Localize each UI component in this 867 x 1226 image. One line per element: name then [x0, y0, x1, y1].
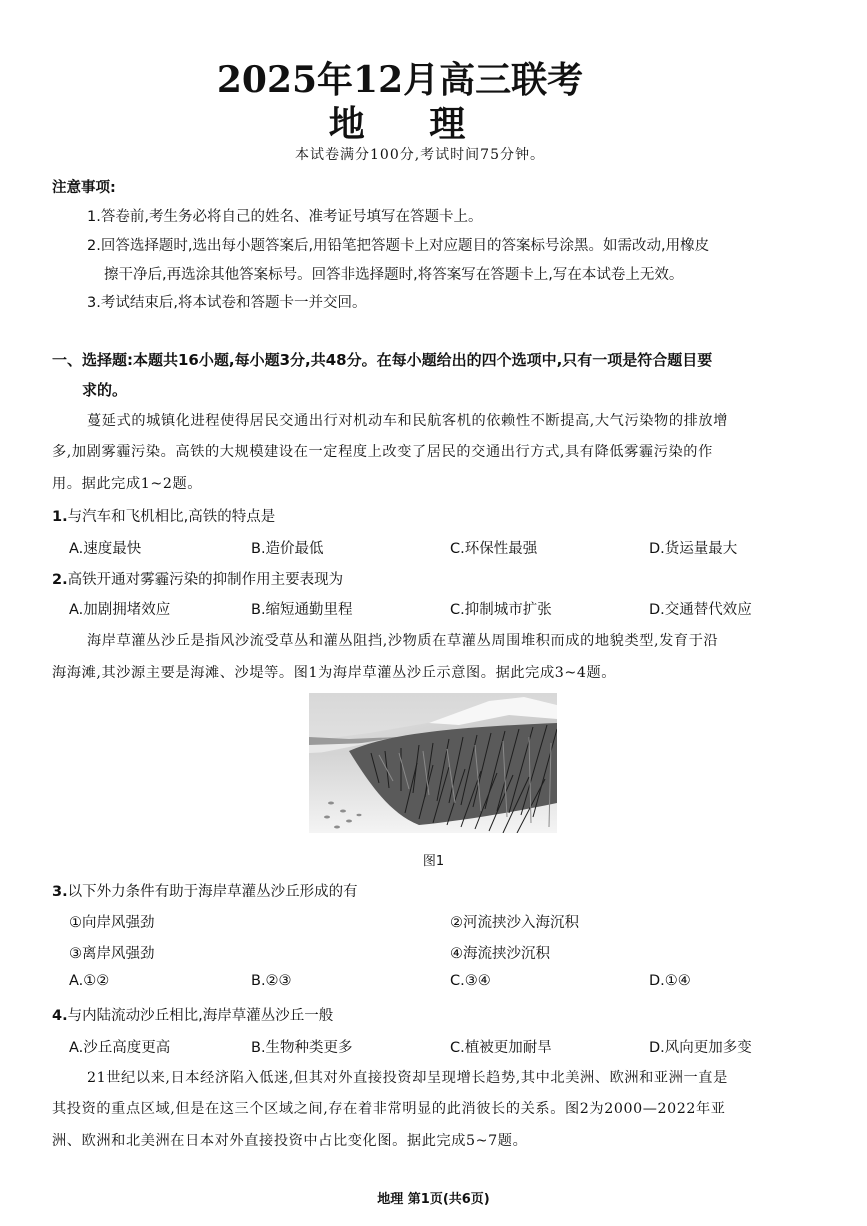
- subject-title: 地 理: [328, 103, 492, 145]
- notice-label: 注意事项:: [52, 180, 116, 196]
- q2-option-a: A.加剧拥堵效应: [69, 602, 171, 618]
- exam-title: 2025年12月高三联考: [216, 59, 584, 101]
- notice-item-3: 3.考试结束后,将本试卷和答题卡一并交回。: [87, 295, 367, 311]
- passage2-line-1: 海岸草灌丛沙丘是指风沙流受草丛和灌丛阻挡,沙物质在草灌丛周围堆积而成的地貌类型,发育于沿: [87, 633, 719, 649]
- question-3-number: 3.: [52, 884, 68, 900]
- q2-option-c: C.抑制城市扩张: [450, 602, 552, 618]
- question-1-number: 1.: [52, 509, 68, 525]
- q1-option-c: C.环保性最强: [450, 541, 538, 557]
- question-4-stem: 与内陆流动沙丘相比,海岸草灌丛沙丘一般: [67, 1008, 334, 1024]
- q3-option-a: A.①②: [69, 973, 110, 989]
- coastal-dune-photo: [309, 693, 557, 833]
- q3-condition-3: ③离岸风强劲: [69, 946, 155, 962]
- question-2: [52, 568, 343, 589]
- notice-item-2: 2.回答选择题时,选出每小题答案后,用铅笔把答题卡上对应题目的答案标号涂黑。如需改动,用橡皮: [87, 238, 710, 254]
- q2-option-d: D.交通替代效应: [649, 602, 752, 618]
- passage3-line-1: 21世纪以来,日本经济陷入低迷,但其对外直接投资却呈现增长趋势,其中北美洲、欧洲和亚洲一直是: [87, 1070, 728, 1086]
- part1-title-cont: 求的。: [82, 381, 128, 399]
- passage1-line-1: 蔓延式的城镇化进程使得居民交通出行对机动车和民航客机的依赖性不断提高,大气污染物的排放增: [87, 413, 728, 429]
- question-4: [52, 1004, 333, 1025]
- passage3-line-3: 洲、欧洲和北美洲在日本对外直接投资中占比变化图。据此完成5~7题。: [52, 1133, 528, 1149]
- question-4-number: 4.: [52, 1008, 68, 1024]
- q4-option-d: D.风向更加多变: [649, 1040, 752, 1056]
- part1-title: 一、选择题:本题共16小题,每小题3分,共48分。在每小题给出的四个选项中,只有一项是符合题目要: [52, 351, 713, 369]
- question-1-stem: 与汽车和飞机相比,高铁的特点是: [67, 509, 276, 525]
- exam-info: 本试卷满分100分,考试时间75分钟。: [295, 147, 545, 163]
- q3-condition-2: ②河流挟沙入海沉积: [450, 915, 579, 931]
- passage1-line-3: 用。据此完成1~2题。: [52, 476, 203, 492]
- q3-condition-4: ④海流挟沙沉积: [450, 946, 550, 962]
- passage1-line-2: 多,加剧雾霾污染。高铁的大规模建设在一定程度上改变了居民的交通出行方式,具有降低雾霾污染的作: [52, 444, 713, 460]
- notice-item-1: 1.答卷前,考生务必将自己的姓名、准考证号填写在答题卡上。: [87, 209, 483, 225]
- q1-option-d: D.货运量最大: [649, 541, 738, 557]
- q1-option-b: B.造价最低: [251, 541, 324, 557]
- q4-option-b: B.生物种类更多: [251, 1040, 353, 1056]
- question-2-number: 2.: [52, 572, 68, 588]
- q3-condition-1: ①向岸风强劲: [69, 915, 155, 931]
- q2-option-b: B.缩短通勤里程: [251, 602, 353, 618]
- question-1: [52, 505, 275, 526]
- figure-1-caption: 图1: [422, 854, 445, 869]
- coastal-dune-illustration: [309, 693, 557, 833]
- q3-option-c: C.③④: [450, 973, 491, 989]
- passage3-line-2: 其投资的重点区域,但是在这三个区域之间,存在着非常明显的此消彼长的关系。图2为2000—2022年亚: [52, 1101, 726, 1117]
- notice-item-2-cont: 擦干净后,再选涂其他答案标号。回答非选择题时,将答案写在答题卡上,写在本试卷上无效。: [104, 267, 684, 283]
- q4-option-c: C.植被更加耐旱: [450, 1040, 552, 1056]
- page-footer: 地理 第1页(共6页): [377, 1192, 490, 1207]
- q3-option-d: D.①④: [649, 973, 691, 989]
- question-2-stem: 高铁开通对雾霾污染的抑制作用主要表现为: [67, 572, 344, 588]
- question-3: [52, 880, 358, 901]
- q1-option-a: A.速度最快: [69, 541, 142, 557]
- question-3-stem: 以下外力条件有助于海岸草灌丛沙丘形成的有: [67, 884, 358, 900]
- q3-option-b: B.②③: [251, 973, 292, 989]
- q4-option-a: A.沙丘高度更高: [69, 1040, 171, 1056]
- passage2-line-2: 海海滩,其沙源主要是海滩、沙堤等。图1为海岸草灌丛沙丘示意图。据此完成3~4题。: [52, 665, 617, 681]
